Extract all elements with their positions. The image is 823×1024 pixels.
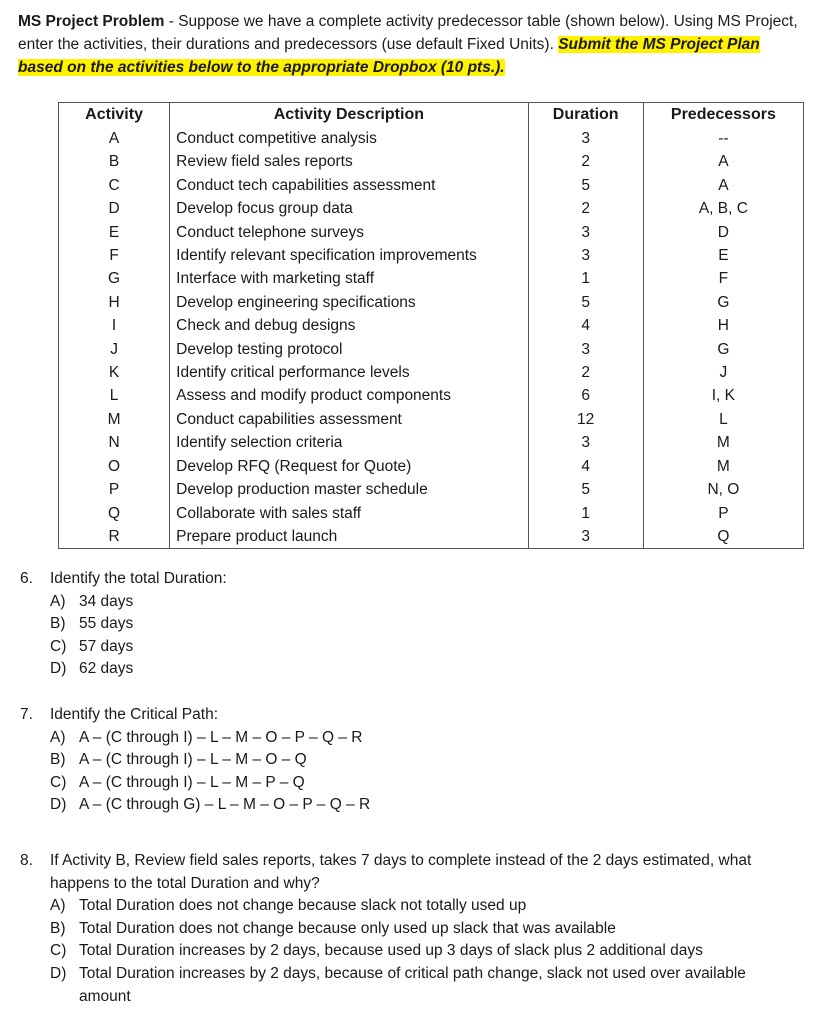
answer-option [20,772,810,795]
description-cell: Develop focus group data [170,197,528,220]
answer-option [20,613,810,636]
table-row [59,291,804,314]
question-6 [20,568,810,681]
duration-cell: 2 [528,150,643,173]
question-7 [20,704,810,817]
description-cell: Develop production master schedule [170,478,528,501]
description-cell: Review field sales reports [170,150,528,173]
header-predecessors: Predecessors [643,103,803,128]
table-row [59,338,804,361]
activity-cell: J [59,338,170,361]
option-letter: C) [50,773,67,791]
option-letter: D) [50,796,67,814]
activity-cell: N [59,431,170,454]
table-row [59,455,804,478]
duration-cell: 3 [528,221,643,244]
option-text: 62 days [79,660,134,678]
option-text: A – (C through I) – L – M – O – P – Q – R [79,728,363,746]
activity-cell: R [59,525,170,549]
option-text: Total Duration does not change because only used up slack that was available [79,919,616,937]
question-8 [20,850,810,1008]
option-letter: B) [50,919,66,937]
duration-cell: 1 [528,267,643,290]
answer-option [20,658,810,681]
question-number: 6. [20,570,33,587]
duration-cell: 5 [528,291,643,314]
predecessors-cell: L [643,408,803,431]
question-number: 7. [20,706,33,723]
problem-intro [18,10,808,79]
option-letter: D) [50,660,67,678]
option-letter: A) [50,592,66,610]
duration-cell: 12 [528,408,643,431]
predecessors-cell: N, O [643,478,803,501]
activity-cell: H [59,291,170,314]
activity-cell: I [59,314,170,337]
submit-instruction-highlight: Submit the MS Project Plan based on the activities below to the appropriate Dropbox (10 pts.). [18,36,760,76]
activity-cell: Q [59,502,170,525]
table-row [59,197,804,220]
option-text: A – (C through G) – L – M – O – P – Q – R [79,796,371,814]
description-cell: Conduct capabilities assessment [170,408,528,431]
duration-cell: 5 [528,478,643,501]
option-continuation: amount [79,987,131,1005]
description-cell: Identify critical performance levels [170,361,528,384]
activity-cell: P [59,478,170,501]
activity-cell: F [59,244,170,267]
option-text: 34 days [79,592,134,610]
table-row [59,127,804,150]
predecessors-cell: D [643,221,803,244]
duration-cell: 1 [528,502,643,525]
table-row [59,525,804,549]
table-row [59,431,804,454]
activity-cell: M [59,408,170,431]
option-text: Total Duration increases by 2 days, because of critical path change, slack not used over available [79,964,746,982]
option-letter: B) [50,751,66,769]
predecessors-cell: P [643,502,803,525]
question-stem: Identify the Critical Path: [50,706,218,723]
table-row [59,267,804,290]
predecessors-cell: A, B, C [643,197,803,220]
description-cell: Develop engineering specifications [170,291,528,314]
option-text: Total Duration does not change because slack not totally used up [79,897,527,915]
description-cell: Collaborate with sales staff [170,502,528,525]
activity-cell: O [59,455,170,478]
predecessors-cell: E [643,244,803,267]
description-cell: Conduct tech capabilities assessment [170,174,528,197]
duration-cell: 3 [528,127,643,150]
question-stem: Identify the total Duration: [50,570,227,587]
answer-option [20,794,810,817]
table-row [59,384,804,407]
answer-option [20,895,810,918]
activity-cell: D [59,197,170,220]
answer-option [20,636,810,659]
predecessors-cell: G [643,291,803,314]
option-text: 57 days [79,637,134,655]
predecessors-cell: F [643,267,803,290]
duration-cell: 5 [528,174,643,197]
option-text: A – (C through I) – L – M – O – Q [79,751,307,769]
answer-option [20,940,810,963]
predecessors-cell: Q [643,525,803,549]
duration-cell: 4 [528,314,643,337]
problem-title: MS Project Problem [18,13,165,30]
table-row [59,478,804,501]
option-letter: A) [50,897,66,915]
answer-option [20,727,810,750]
activity-cell: B [59,150,170,173]
duration-cell: 3 [528,338,643,361]
problem-text: - Suppose we have a complete activity predecessor table (shown below). Using MS Project, enter the activities, their durations and predecessors (use default Fixed Units). [18,13,798,53]
duration-cell: 3 [528,431,643,454]
answer-option [20,918,810,941]
predecessors-cell: H [643,314,803,337]
question-stem: If Activity B, Review field sales reports, takes 7 days to complete instead of the 2 days estimated, what happens to the total Duration and why? [50,852,752,892]
table-header-row [59,103,804,128]
option-text: 55 days [79,615,134,633]
duration-cell: 3 [528,244,643,267]
description-cell: Check and debug designs [170,314,528,337]
activity-cell: G [59,267,170,290]
predecessors-cell: J [643,361,803,384]
predecessors-cell: I, K [643,384,803,407]
table-row [59,244,804,267]
answer-option [20,749,810,772]
table-row [59,150,804,173]
predecessors-cell: -- [643,127,803,150]
header-duration: Duration [528,103,643,128]
predecessors-cell: M [643,431,803,454]
table-row [59,174,804,197]
description-cell: Identify relevant specification improvements [170,244,528,267]
activity-cell: C [59,174,170,197]
table-row [59,221,804,244]
activity-cell: E [59,221,170,244]
description-cell: Interface with marketing staff [170,267,528,290]
duration-cell: 6 [528,384,643,407]
duration-cell: 2 [528,197,643,220]
option-letter: B) [50,615,66,633]
duration-cell: 3 [528,525,643,549]
table-row [59,361,804,384]
description-cell: Develop testing protocol [170,338,528,361]
question-number: 8. [20,852,33,869]
description-cell: Develop RFQ (Request for Quote) [170,455,528,478]
option-letter: C) [50,637,67,655]
description-cell: Assess and modify product components [170,384,528,407]
option-letter: A) [50,728,66,746]
activity-cell: L [59,384,170,407]
duration-cell: 4 [528,455,643,478]
header-description: Activity Description [170,103,528,128]
option-text: A – (C through I) – L – M – P – Q [79,773,305,791]
activity-table [58,102,804,549]
header-activity: Activity [59,103,170,128]
description-cell: Conduct competitive analysis [170,127,528,150]
duration-cell: 2 [528,361,643,384]
table-row [59,408,804,431]
activity-cell: K [59,361,170,384]
predecessors-cell: G [643,338,803,361]
table-row [59,314,804,337]
answer-option [20,963,810,986]
answer-option [20,591,810,614]
description-cell: Prepare product launch [170,525,528,549]
predecessors-cell: A [643,174,803,197]
predecessors-cell: M [643,455,803,478]
activity-cell: A [59,127,170,150]
option-letter: C) [50,942,67,960]
description-cell: Conduct telephone surveys [170,221,528,244]
option-letter: D) [50,964,67,982]
table-row [59,502,804,525]
option-text: Total Duration increases by 2 days, because used up 3 days of slack plus 2 additional days [79,942,703,960]
predecessors-cell: A [643,150,803,173]
description-cell: Identify selection criteria [170,431,528,454]
